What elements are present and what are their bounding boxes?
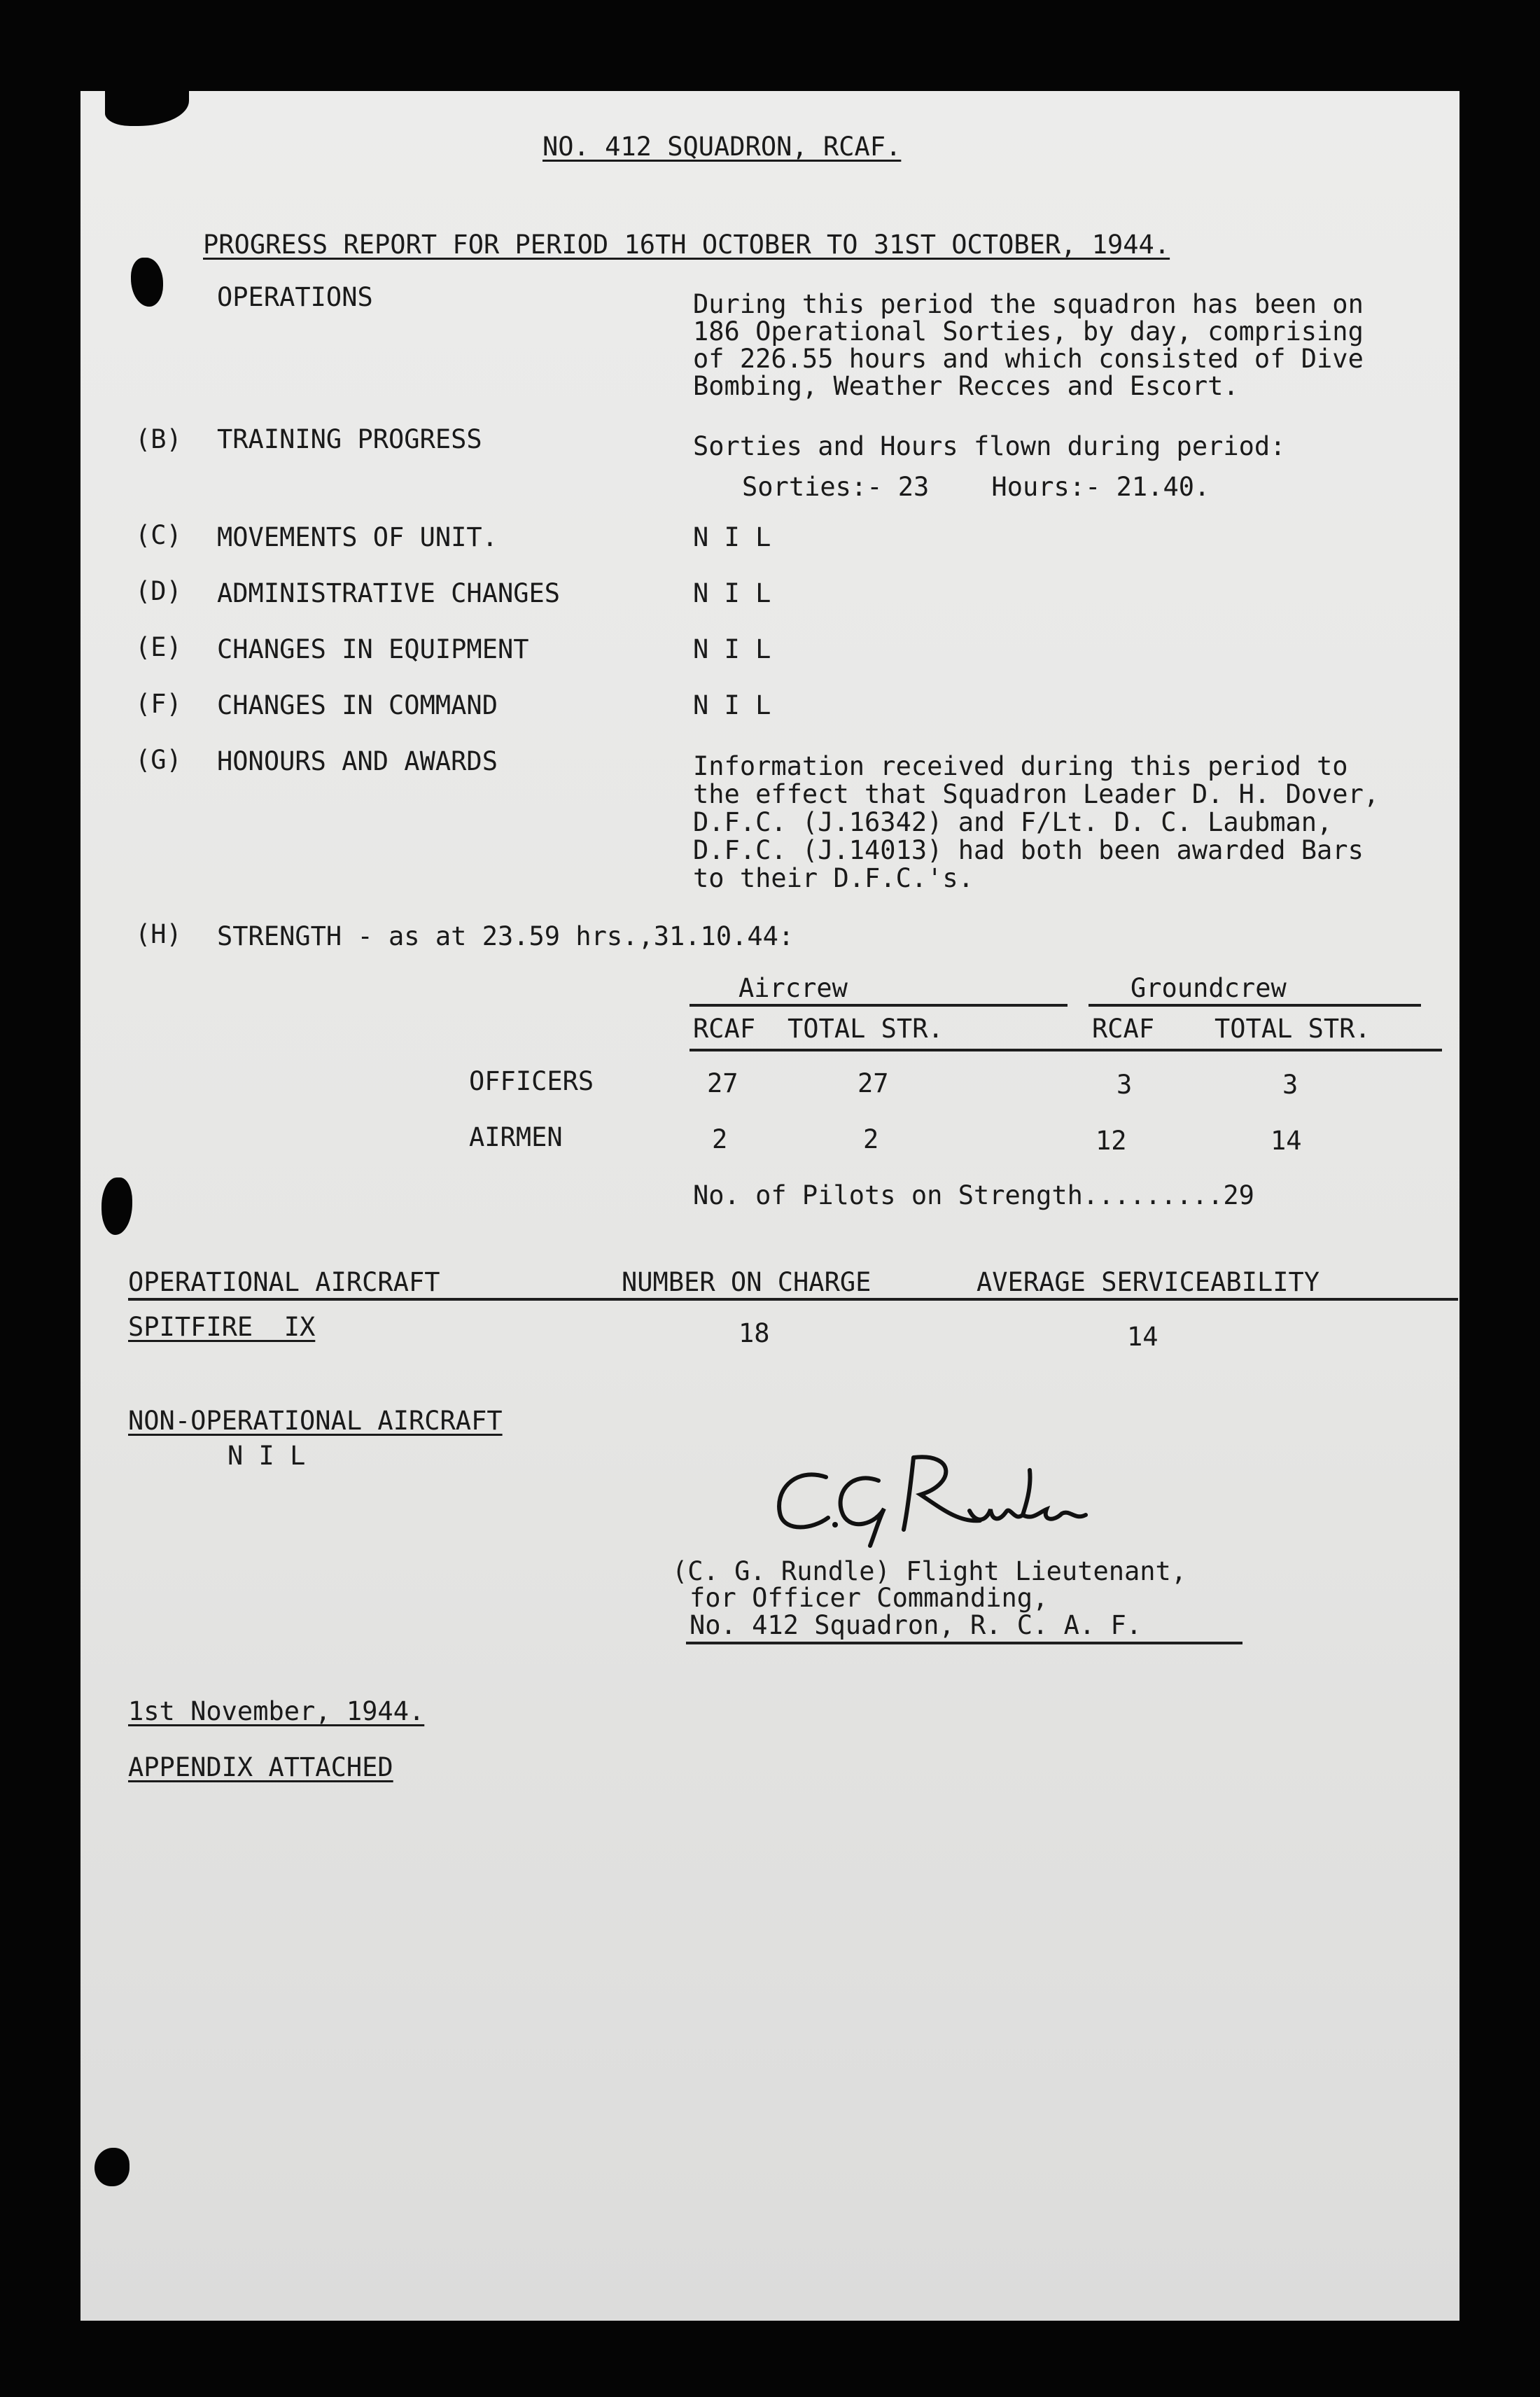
column-header-rule	[690, 1049, 1442, 1051]
equipment-value: N I L	[693, 634, 771, 664]
handwritten-signature	[746, 1442, 1110, 1561]
honours-line: D.F.C. (J.16342) and F/Lt. D. C. Laubman,	[693, 807, 1333, 837]
section-e-marker: (E)	[135, 632, 182, 662]
groundcrew-group-rule	[1088, 1004, 1421, 1007]
operations-line: 186 Operational Sorties, by day, comprising	[693, 316, 1364, 347]
section-h-marker: (H)	[135, 919, 182, 949]
non-operational-aircraft-label: NON-OPERATIONAL AIRCRAFT	[128, 1406, 503, 1436]
movements-value: N I L	[693, 522, 771, 552]
aircrew-rcaf-cell: 2	[712, 1124, 728, 1154]
aircrew-group-rule	[690, 1004, 1068, 1007]
section-a-ink-blot	[131, 258, 163, 307]
signatory-name: (C. G. Rundle) Flight Lieutenant,	[672, 1556, 1187, 1586]
report-date: 1st November, 1944.	[128, 1696, 425, 1726]
training-progress-label: TRAINING PROGRESS	[217, 424, 482, 454]
row-label: OFFICERS	[469, 1066, 594, 1096]
movements-label: MOVEMENTS OF UNIT.	[217, 522, 498, 552]
strength-label: STRENGTH - as at 23.59 hrs.,31.10.44:	[217, 921, 794, 951]
aircrew-total-cell: 27	[858, 1068, 889, 1098]
aircraft-type: SPITFIRE IX	[128, 1312, 316, 1342]
administrative-label: ADMINISTRATIVE CHANGES	[217, 578, 561, 608]
bottom-ink-blot	[94, 2148, 130, 2186]
command-value: N I L	[693, 690, 771, 720]
aircrew-group-header: Aircrew	[738, 973, 848, 1003]
aircrew-rcaf-header: RCAF	[693, 1014, 756, 1044]
equipment-label: CHANGES IN EQUIPMENT	[217, 634, 529, 664]
operations-label: OPERATIONS	[217, 282, 373, 312]
training-line-2: Sorties:- 23 Hours:- 21.40.	[742, 472, 1210, 502]
average-serviceability-value: 14	[1127, 1322, 1158, 1352]
pilots-on-strength: No. of Pilots on Strength.........29	[693, 1180, 1254, 1210]
row-label: AIRMEN	[469, 1122, 563, 1152]
aircraft-header-rule	[128, 1298, 1458, 1301]
section-d-marker: (D)	[135, 576, 182, 606]
section-f-marker: (F)	[135, 689, 182, 719]
groundcrew-rcaf-header: RCAF	[1092, 1014, 1155, 1044]
section-c-marker: (C)	[135, 520, 182, 550]
section-b-marker: (B)	[135, 424, 182, 454]
section-g-marker: (G)	[135, 745, 182, 775]
signatory-role: for Officer Commanding,	[690, 1583, 1049, 1613]
groundcrew-total-header: TOTAL STR.	[1214, 1014, 1371, 1044]
groundcrew-total-cell: 3	[1282, 1070, 1298, 1100]
operations-line: of 226.55 hours and which consisted of Dive	[693, 344, 1364, 374]
aircrew-total-cell: 2	[863, 1124, 879, 1154]
command-label: CHANGES IN COMMAND	[217, 690, 498, 720]
document-page	[80, 91, 1460, 2321]
groundcrew-rcaf-cell: 3	[1116, 1070, 1133, 1100]
honours-line: D.F.C. (J.14013) had both been awarded Bars	[693, 835, 1364, 865]
operations-line: Bombing, Weather Recces and Escort.	[693, 371, 1239, 401]
operational-aircraft-header: OPERATIONAL AIRCRAFT	[128, 1267, 440, 1297]
training-line-1: Sorties and Hours flown during period:	[693, 431, 1286, 461]
operations-line: During this period the squadron has been on	[693, 289, 1364, 319]
margin-ink-blot	[102, 1177, 132, 1235]
groundcrew-total-cell: 14	[1270, 1126, 1302, 1156]
groundcrew-rcaf-cell: 12	[1096, 1126, 1127, 1156]
administrative-value: N I L	[693, 578, 771, 608]
honours-line: Information received during this period to	[693, 751, 1348, 781]
honours-label: HONOURS AND AWARDS	[217, 746, 498, 776]
honours-line: the effect that Squadron Leader D. H. Dover,	[693, 779, 1380, 809]
aircrew-rcaf-cell: 27	[707, 1068, 738, 1098]
groundcrew-group-header: Groundcrew	[1130, 973, 1287, 1003]
aircrew-total-header: TOTAL STR.	[788, 1014, 944, 1044]
signatory-unit: No. 412 Squadron, R. C. A. F.	[690, 1610, 1142, 1640]
number-on-charge-header: NUMBER ON CHARGE	[622, 1267, 872, 1297]
report-title: PROGRESS REPORT FOR PERIOD 16TH OCTOBER TO 31ST OCTOBER, 1944.	[203, 230, 1170, 260]
non-operational-aircraft-value: N I L	[227, 1441, 306, 1471]
honours-line: to their D.F.C.'s.	[693, 863, 974, 893]
appendix-attached: APPENDIX ATTACHED	[128, 1752, 393, 1782]
average-serviceability-header: AVERAGE SERVICEABILITY	[976, 1267, 1320, 1297]
signature-rule	[686, 1642, 1242, 1644]
squadron-heading: NO. 412 SQUADRON, RCAF.	[542, 132, 902, 162]
number-on-charge-value: 18	[738, 1318, 770, 1348]
